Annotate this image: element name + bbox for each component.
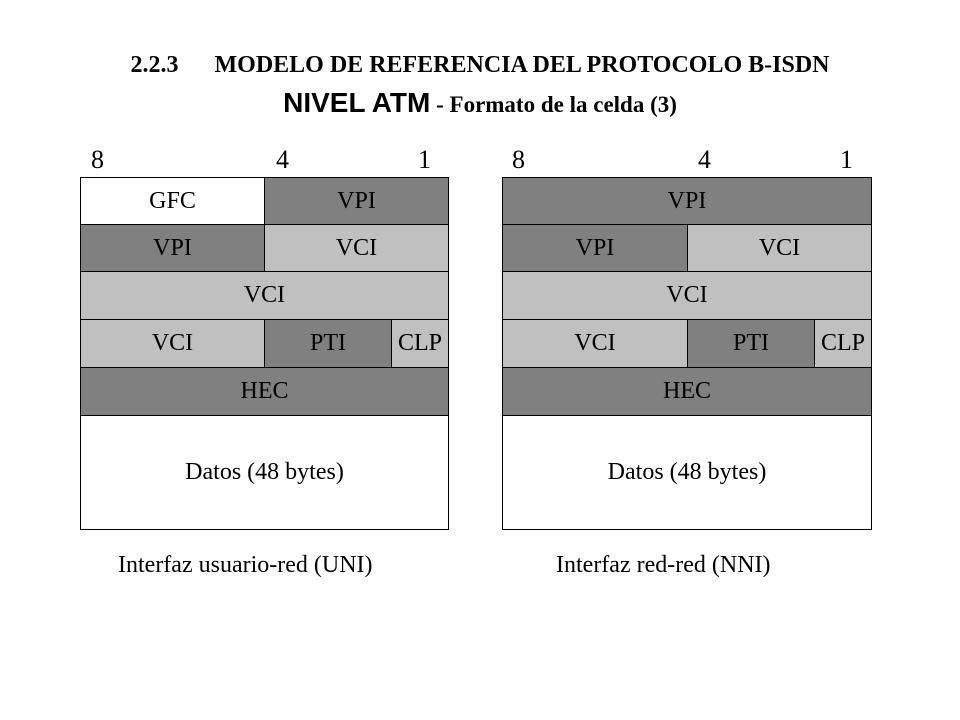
uni-vci-field-2: VCI [80,271,449,320]
nni-hec-field: HEC [502,367,872,416]
slide-subtitle [0,85,960,126]
nni-bit-4: 4 [698,145,711,174]
uni-payload-field: Datos (48 bytes) [80,415,449,530]
level-label: NIVEL ATM [283,87,431,118]
nni-vpi-field-1: VPI [502,177,872,225]
nni-bit-8: 8 [512,145,525,174]
nni-vci-field-1: VCI [687,224,872,272]
section-heading: MODELO DE REFERENCIA DEL PROTOCOLO B-ISDN [214,52,830,78]
uni-bit-8: 8 [91,145,104,174]
nni-pti-field: PTI [687,319,815,368]
uni-vpi-field-1: VPI [264,177,449,225]
nni-vci-field-2: VCI [502,271,872,320]
uni-caption: Interfaz usuario-red (UNI) [118,552,373,578]
slide-title [0,50,960,80]
nni-caption: Interfaz red-red (NNI) [556,552,771,578]
nni-bit-1: 1 [840,145,853,174]
uni-vci-field-1: VCI [264,224,449,272]
uni-vci-field-3: VCI [80,319,265,368]
nni-clp-field: CLP [814,319,872,368]
uni-hec-field: HEC [80,367,449,416]
uni-bit-4: 4 [276,145,289,174]
nni-vci-field-3: VCI [502,319,688,368]
uni-vpi-field-2: VPI [80,224,265,272]
section-number: 2.2.3 [130,52,179,78]
nni-vpi-field-2: VPI [502,224,688,272]
uni-clp-field: CLP [391,319,449,368]
subtitle-label: - Formato de la celda (3) [430,92,677,117]
uni-pti-field: PTI [264,319,392,368]
uni-bit-1: 1 [418,145,431,174]
uni-gfc-field: GFC [80,177,265,225]
nni-payload-field: Datos (48 bytes) [502,415,872,530]
